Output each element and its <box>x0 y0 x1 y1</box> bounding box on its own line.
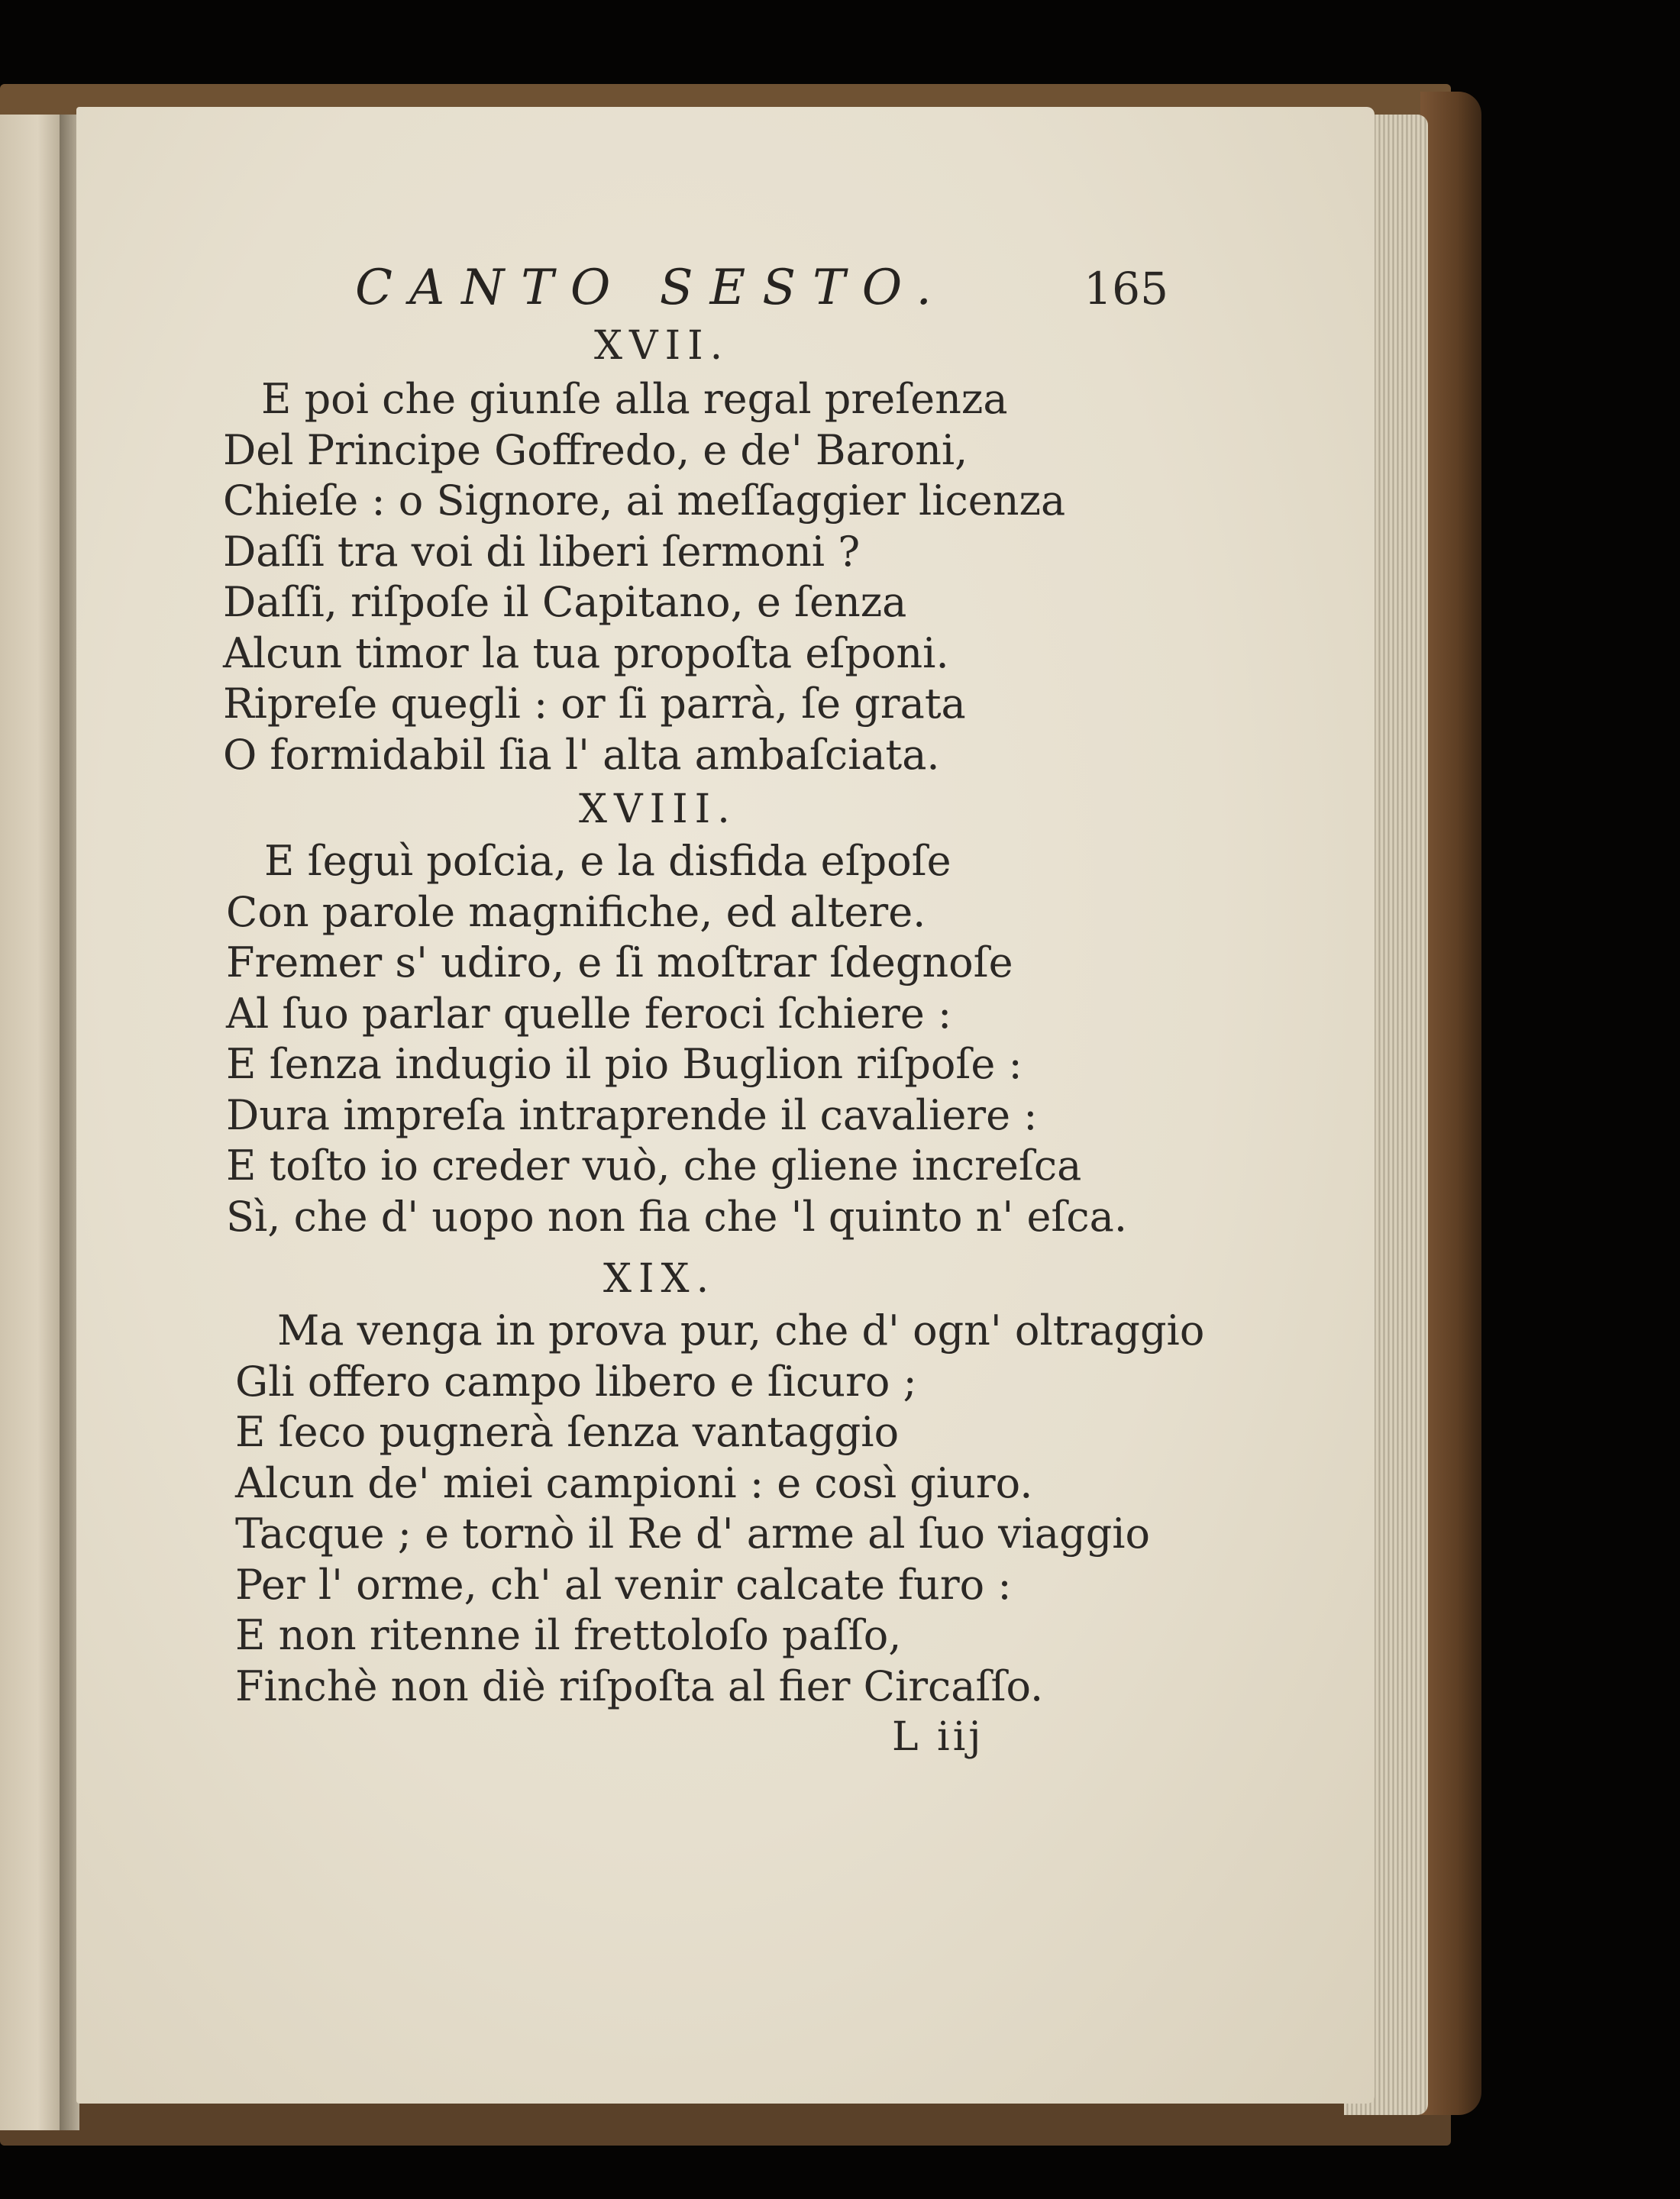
verse-line: Del Principe Goffredo, e de' Baroni, <box>223 425 968 474</box>
stanza-numeral: XIX. <box>603 1256 716 1302</box>
verse-line: Finchè non diè riſpoſta al fier Circaſſo. <box>235 1661 1044 1710</box>
page-number: 165 <box>1084 263 1168 315</box>
verse-line: E ſenza indugio il pio Buglion riſpoſe : <box>226 1040 1023 1088</box>
verse-line: Tacque ; e tornò il Re d' arme al ſuo viaggio <box>235 1510 1151 1558</box>
verse-line: Ma venga in prova pur, che d' ogn' oltraggio <box>277 1306 1205 1355</box>
verse-line: Gli offero campo libero e ſicuro ; <box>235 1357 917 1406</box>
verse-line: Dura impreſa intraprende il cavaliere : <box>226 1090 1038 1139</box>
verse-line: Fremer s' udiro, e ſi moſtrar ſdegnoſe <box>226 938 1013 986</box>
verse-line: E ſeco pugnerà ſenza vantaggio <box>235 1408 900 1456</box>
verse-line: Per l' orme, ch' al venir calcate furo : <box>235 1560 1012 1609</box>
verse-line: Alcun timor la tua propoſta eſponi. <box>223 628 949 677</box>
stanza-numeral: XVII. <box>594 323 730 369</box>
stanza-verse <box>226 836 1127 1242</box>
facing-page-sliver <box>0 115 63 2130</box>
verse-line: O formidabil ſia l' alta ambaſciata. <box>223 730 940 779</box>
verse-line: Con parole magnifiche, ed altere. <box>226 887 926 936</box>
verse-line: Al ſuo parlar quelle feroci ſchiere : <box>226 989 952 1038</box>
verse-line: Chieſe : o Signore, ai meſſaggier licenza <box>223 476 1066 525</box>
stanza-verse <box>223 374 1065 780</box>
signature-mark: L iij <box>892 1714 984 1760</box>
verse-line: E ſeguì poſcia, e la disfida eſpoſe <box>264 837 951 885</box>
stanza-numeral: XVIII. <box>579 786 737 832</box>
verse-line: Daſſi, riſpoſe il Capitano, e ſenza <box>223 578 907 626</box>
verse-line: Daſſi tra voi di liberi ſermoni ? <box>223 527 861 576</box>
verse-line: Alcun de' miei campioni : e così giuro. <box>235 1458 1033 1507</box>
page-header <box>229 260 1168 328</box>
verse-line: E poi che giunſe alla regal preſenza <box>261 375 1008 423</box>
book-cover-edge <box>1420 92 1481 2115</box>
verse-line: E non ritenne il frettoloſo paſſo, <box>235 1611 902 1659</box>
verse-line: Sì, che d' uopo non fia che 'l quinto n' eſca. <box>226 1192 1127 1241</box>
verse-line: E toſto io creder vuò, che gliene increſca <box>226 1141 1082 1190</box>
running-title: CANTO SESTO. <box>355 260 948 316</box>
verse-line: Ripreſe quegli : or ſi parrà, ſe grata <box>223 680 966 728</box>
stanza-verse <box>235 1306 1204 1712</box>
